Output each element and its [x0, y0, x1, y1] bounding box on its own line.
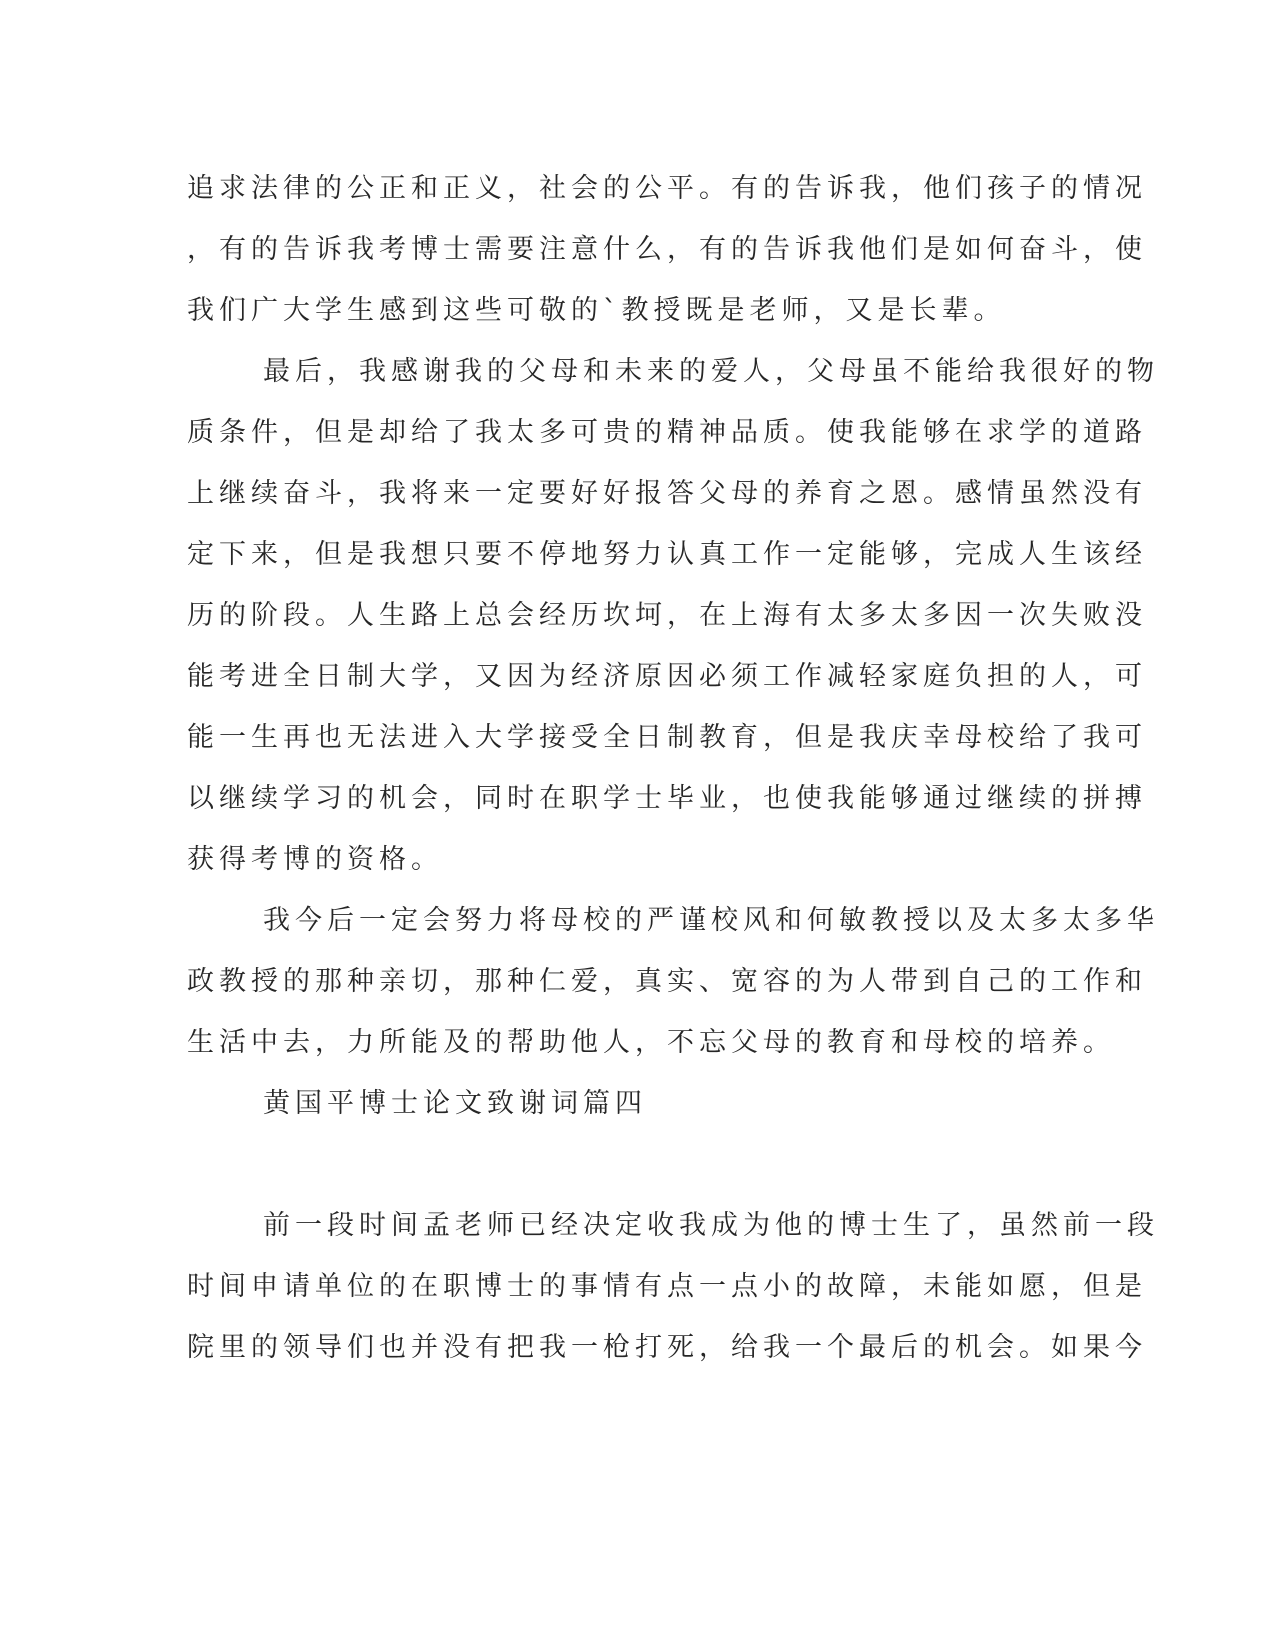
paragraph-line: 能考进全日制大学，又因为经济原因必须工作减轻家庭负担的人，可	[187, 661, 1147, 692]
paragraph-line: 时间申请单位的在职博士的事情有点一点小的故障，未能如愿，但是	[187, 1271, 1147, 1302]
paragraph-line: 政教授的那种亲切，那种仁爱，真实、宽容的为人带到自己的工作和	[187, 966, 1147, 997]
paragraph-line: 我今后一定会努力将母校的严谨校风和何敏教授以及太多太多华	[263, 905, 1159, 936]
paragraph-line: 质条件，但是却给了我太多可贵的精神品质。使我能够在求学的道路	[187, 417, 1147, 448]
paragraph-line: 追求法律的公正和正义，社会的公平。有的告诉我，他们孩子的情况	[187, 173, 1147, 204]
paragraph-line: 最后，我感谢我的父母和未来的爱人，父母虽不能给我很好的物	[263, 356, 1159, 387]
paragraph-line: ，有的告诉我考博士需要注意什么，有的告诉我他们是如何奋斗，使	[187, 234, 1147, 265]
paragraph-2	[187, 341, 1159, 890]
paragraph-line: 定下来，但是我想只要不停地努力认真工作一定能够，完成人生该经	[187, 539, 1147, 570]
paragraph-1	[187, 158, 1147, 341]
paragraph-line: 以继续学习的机会，同时在职学士毕业，也使我能够通过继续的拼搏	[187, 783, 1147, 814]
blank-line	[187, 1134, 1087, 1195]
document-body	[187, 158, 1159, 1378]
paragraph-line: 上继续奋斗，我将来一定要好好报答父母的养育之恩。感情虽然没有	[187, 478, 1147, 509]
paragraph-line: 生活中去，力所能及的帮助他人，不忘父母的教育和母校的培养。	[187, 1027, 1115, 1058]
paragraph-line: 获得考博的资格。	[187, 844, 443, 875]
paragraph-3	[187, 890, 1159, 1073]
paragraph-line: 前一段时间孟老师已经决定收我成为他的博士生了，虽然前一段	[263, 1210, 1159, 1241]
paragraph-line: 我们广大学生感到这些可敬的`教授既是老师，又是长辈。	[187, 295, 1006, 326]
paragraph-line: 能一生再也无法进入大学接受全日制教育，但是我庆幸母校给了我可	[187, 722, 1147, 753]
paragraph-line: 历的阶段。人生路上总会经历坎坷，在上海有太多太多因一次失败没	[187, 600, 1147, 631]
paragraph-4	[187, 1195, 1159, 1378]
paragraph-line: 院里的领导们也并没有把我一枪打死，给我一个最后的机会。如果今	[187, 1332, 1147, 1363]
section-heading: 黄国平博士论文致谢词篇四	[263, 1088, 647, 1119]
